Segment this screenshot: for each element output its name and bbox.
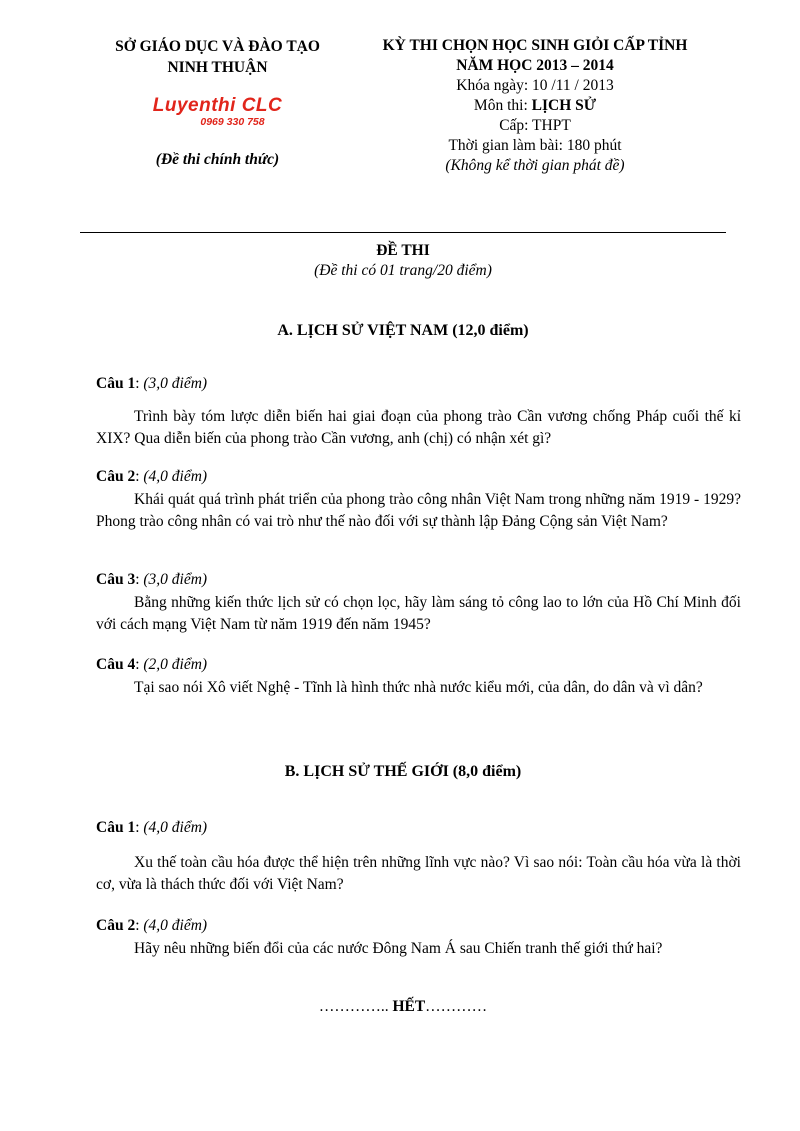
question-number: Câu 4 xyxy=(96,656,136,673)
section-a-question-1-text xyxy=(96,406,741,450)
question-number: Câu 1 xyxy=(96,375,136,392)
section-a-question-2-text xyxy=(96,489,741,533)
brand-logo xyxy=(130,96,305,128)
question-number: Câu 3 xyxy=(96,571,136,588)
section-b-question-2-text xyxy=(96,938,741,960)
exam-info-block xyxy=(355,36,715,176)
question-points: (2,0 điểm) xyxy=(143,656,208,673)
end-marker xyxy=(80,998,726,1016)
logo-phone-text: 0969 330 758 xyxy=(200,116,265,128)
subject-line xyxy=(355,96,715,116)
section-a-question-1-label: Câu 1: (3,0 điểm) xyxy=(96,375,208,392)
issuing-authority xyxy=(60,36,375,78)
question-points: (4,0 điểm) xyxy=(143,819,208,836)
exam-title: ĐỀ THI xyxy=(376,242,430,259)
end-dots-right: ………… xyxy=(425,998,488,1015)
subject-label: Môn thi: xyxy=(473,97,532,114)
section-a-question-3-text xyxy=(96,592,741,636)
question-text: Hãy nêu những biến đổi của các nước Đông Nam Á sau Chiến tranh thế giới thứ hai? xyxy=(134,940,663,957)
question-number: Câu 2 xyxy=(96,468,136,485)
section-a-title: A. LỊCH SỬ VIỆT NAM (12,0 điểm) xyxy=(277,322,529,339)
duration-note: (Không kể thời gian phát đề) xyxy=(445,157,625,174)
subject-name: LỊCH SỬ xyxy=(531,97,597,114)
header-divider xyxy=(80,232,726,233)
question-text: Xu thế toàn cầu hóa được thể hiện trên những lĩnh vực nào? Vì sao nói: Toàn cầu hóa vừa là thời cơ, vừa là thách thức đối với Việt Nam? xyxy=(96,854,741,893)
section-a-question-3-label: Câu 3: (3,0 điểm) xyxy=(96,571,208,588)
school-year: NĂM HỌC 2013 – 2014 xyxy=(456,57,614,74)
question-text: Bằng những kiến thức lịch sử có chọn lọc, hãy làm sáng tỏ công lao to lớn của Hồ Chí Minh đối với cách mạng Việt Nam từ năm 1919 đến năm 1945? xyxy=(96,594,741,633)
section-a-question-4-text xyxy=(96,677,741,699)
question-points: (4,0 điểm) xyxy=(143,468,208,485)
logo-brand-text: Luyenthi CLC xyxy=(152,95,283,116)
authority-line-2: NINH THUẬN xyxy=(167,59,268,76)
question-text: Khái quát quá trình phát triển của phong trào công nhân Việt Nam trong những năm 1919 - 1929? Phong trào công nhân có vai trò như thế nào đối với sự thành lập Đảng Cộng sản Việt Nam? xyxy=(96,491,741,530)
question-text: Trình bày tóm lược diễn biến hai giai đoạn của phong trào Cần vương chống Pháp cuối thế kỉ XIX? Qua diễn biến của phong trào Cần vương, anh (chị) có nhận xét gì? xyxy=(96,408,741,447)
official-exam-note: (Đề thi chính thức) xyxy=(155,151,280,168)
question-points: (3,0 điểm) xyxy=(143,571,208,588)
exam-duration: Thời gian làm bài: 180 phút xyxy=(448,137,622,154)
exam-date: Khóa ngày: 10 /11 / 2013 xyxy=(456,77,614,94)
question-number: Câu 2 xyxy=(96,917,136,934)
end-dots-left: ………….. xyxy=(318,998,393,1015)
question-number: Câu 1 xyxy=(96,819,136,836)
section-a-question-4-label: Câu 4: (2,0 điểm) xyxy=(96,656,208,673)
end-text: HẾT xyxy=(392,998,426,1015)
question-points: (4,0 điểm) xyxy=(143,917,208,934)
exam-name: KỲ THI CHỌN HỌC SINH GIỎI CẤP TỈNH xyxy=(382,37,688,54)
exam-level: Cấp: THPT xyxy=(499,117,571,134)
authority-line-1: SỞ GIÁO DỤC VÀ ĐÀO TẠO xyxy=(115,38,320,55)
exam-subtitle: (Đề thi có 01 trang/20 điểm) xyxy=(314,262,492,279)
section-a-question-2-label: Câu 2: (4,0 điểm) xyxy=(96,468,208,485)
section-b-question-1-label: Câu 1: (4,0 điểm) xyxy=(96,819,208,836)
section-b-question-2-label: Câu 2: (4,0 điểm) xyxy=(96,917,208,934)
section-b-question-1-text xyxy=(96,852,741,896)
question-points: (3,0 điểm) xyxy=(143,375,208,392)
section-b-title: B. LỊCH SỬ THẾ GIỚI (8,0 điểm) xyxy=(284,763,522,780)
question-text: Tại sao nói Xô viết Nghệ - Tĩnh là hình thức nhà nước kiểu mới, của dân, do dân và vì dân? xyxy=(134,679,703,696)
